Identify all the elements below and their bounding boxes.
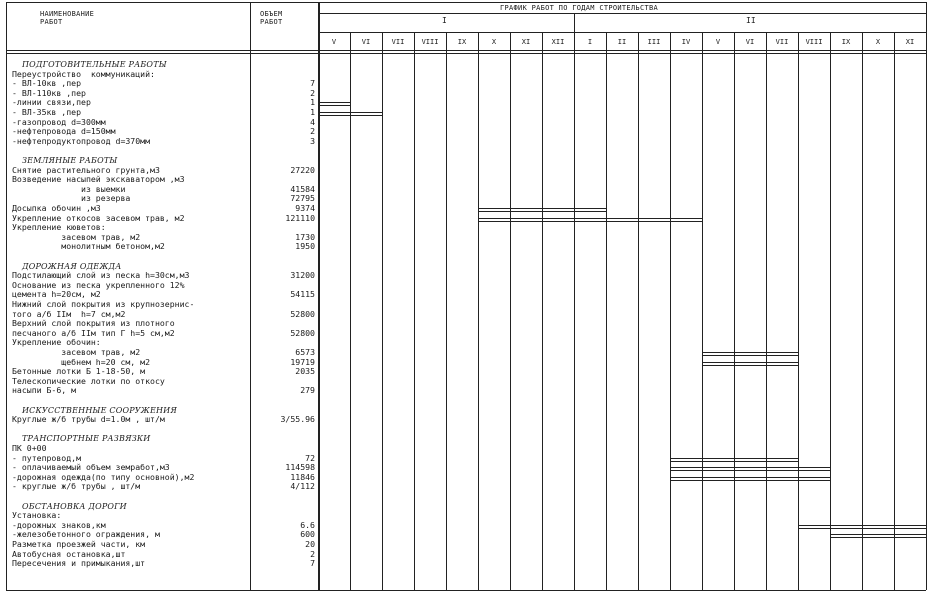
work-item-volume: 600	[300, 529, 315, 540]
work-item-volume: 31200	[290, 270, 315, 281]
month-header-4: VIII	[421, 38, 439, 46]
work-item-name: Переустройство коммуникаций:	[12, 68, 155, 79]
month-header-9: I	[587, 38, 593, 46]
work-item-volume: 2	[310, 87, 315, 98]
month-header-17: IX	[841, 38, 851, 46]
work-item-name: - круглые ж/б трубы , шт/м	[12, 481, 141, 492]
grid-line	[574, 13, 575, 590]
schedule-bar	[670, 470, 830, 471]
work-item-name: из резерва	[12, 193, 131, 204]
work-item-volume: 1730	[295, 231, 315, 242]
work-item-volume: 1	[310, 107, 315, 117]
grid-line	[510, 32, 511, 590]
work-item-volume: 6.6	[300, 519, 315, 530]
section-heading: ЗЕМЛЯНЫЕ РАБОТЫ	[22, 156, 118, 165]
work-item-name: песчаного а/б IIм тип Г h=5 см,м2	[12, 327, 175, 338]
work-item-name: - оплачиваемый объем земработ,м3	[12, 462, 170, 473]
month-header-8: XII	[551, 38, 565, 46]
work-item-name: Снятие растительного грунта,м3	[12, 164, 160, 175]
schedule-bar	[478, 221, 702, 222]
volume-column-header-line1: ОБЪЕМ	[260, 10, 283, 18]
work-item-volume: 279	[300, 385, 315, 396]
work-item-volume: 19719	[290, 356, 315, 367]
grid-line	[414, 32, 415, 590]
schedule-bar	[318, 112, 382, 113]
work-item-volume: 121110	[285, 212, 315, 223]
grid-line	[446, 32, 447, 590]
schedule-bar	[670, 477, 830, 478]
schedule-bar	[798, 528, 926, 529]
grid-line	[6, 2, 7, 590]
section-heading: ДОРОЖНАЯ ОДЕЖДА	[22, 261, 122, 271]
grid-line	[382, 32, 383, 590]
grid-line	[6, 53, 926, 54]
year-2-label: II	[746, 16, 756, 25]
month-header-19: XI	[905, 38, 915, 46]
month-header-16: VIII	[805, 38, 823, 46]
work-item-volume: 41584	[290, 183, 315, 194]
work-item-volume: 72795	[290, 193, 315, 204]
name-column-header-line1: НАИМЕНОВАНИЕ	[40, 10, 95, 18]
work-item-name: засевом трав, м2	[12, 231, 141, 242]
month-header-6: X	[491, 38, 497, 46]
work-item-volume: 7	[310, 558, 315, 569]
work-item-name: Досыпка обочин ,м3	[12, 203, 101, 213]
schedule-bar	[798, 525, 926, 526]
schedule-bar	[702, 352, 798, 353]
work-item-volume: 27220	[290, 164, 315, 175]
month-header-10: II	[617, 38, 627, 46]
work-item-volume: 2	[310, 126, 315, 137]
work-item-name: Бетонные лотки Б 1-18-50, м	[12, 366, 146, 377]
work-item-volume: 52800	[290, 327, 315, 338]
month-header-11: III	[647, 38, 661, 46]
schedule-bar	[318, 102, 350, 103]
grid-line	[318, 2, 320, 590]
grid-line	[766, 32, 767, 590]
work-item-name: Нижний слой покрытия из крупнозернис-	[12, 299, 195, 309]
work-item-name: Пересечения и примыкания,шт	[12, 558, 146, 569]
work-item-name: -нефтепровода d=150мм	[12, 126, 116, 137]
month-header-2: VI	[361, 38, 371, 46]
work-item-volume: 1	[310, 97, 315, 108]
schedule-bar	[318, 115, 382, 116]
section-heading: ПОДГОТОВИТЕЛЬНЫЕ РАБОТЫ	[22, 60, 167, 69]
month-header-18: X	[875, 38, 881, 46]
schedule-bar	[478, 211, 606, 212]
schedule-bar	[670, 458, 798, 459]
volume-column-header-line2: РАБОТ	[260, 18, 283, 26]
year-1-label: I	[442, 16, 447, 25]
work-item-name: из выемки	[12, 183, 126, 194]
work-item-volume: 114598	[285, 462, 315, 473]
schedule-bar	[830, 537, 926, 538]
work-item-name: Укрепление откосов засевом трав, м2	[12, 212, 185, 223]
work-item-volume: 54115	[290, 289, 315, 300]
work-item-volume: 4/112	[290, 481, 315, 492]
work-item-volume: 2035	[295, 366, 315, 377]
grid-line	[926, 2, 927, 590]
month-header-15: VII	[775, 38, 789, 46]
grid-line	[478, 32, 479, 590]
schedule-title: ГРАФИК РАБОТ ПО ГОДАМ СТРОИТЕЛЬСТВА	[500, 4, 659, 12]
work-item-name: Возведение насыпей экскаватором ,м3	[12, 174, 185, 185]
month-header-14: VI	[745, 38, 755, 46]
work-item-volume: 2	[310, 548, 315, 559]
work-item-name: Верхний слой покрытия из плотного	[12, 318, 175, 329]
work-item-name: Автобусная остановка,шт	[12, 548, 126, 559]
schedule-bar	[478, 218, 702, 219]
grid-line	[6, 2, 926, 3]
grid-line	[6, 50, 926, 51]
section-heading: ИСКУССТВЕННЫЕ СООРУЖЕНИЯ	[22, 405, 178, 415]
month-header-7: XI	[521, 38, 531, 46]
work-item-volume: 4	[310, 116, 315, 127]
work-item-name: - ВЛ-110кв ,пер	[12, 87, 86, 98]
schedule-bar	[702, 362, 798, 363]
work-item-volume: 7	[310, 78, 315, 89]
schedule-bar	[318, 105, 350, 106]
month-header-5: IX	[457, 38, 467, 46]
work-item-name: -газопровод d=300мм	[12, 116, 106, 127]
work-item-name: Круглые ж/б трубы d=1.0м , шт/м	[12, 414, 165, 425]
grid-line	[894, 32, 895, 590]
work-item-name: Подстилающий слой из песка h=30см,м3	[12, 270, 190, 281]
work-item-name: -дорожных знаков,км	[12, 519, 106, 530]
work-item-name: Основание из песка укрепленного 12%	[12, 279, 185, 290]
grid-line	[734, 32, 735, 590]
month-header-12: IV	[681, 38, 691, 46]
work-item-volume: 52800	[290, 308, 315, 319]
work-item-name: -железобетонного ограждения, м	[12, 529, 160, 540]
work-item-name: -нефтепродуктопровод d=370мм	[12, 135, 151, 146]
month-header-1: V	[331, 38, 337, 46]
grid-line	[670, 32, 671, 590]
work-item-volume: 11846	[290, 471, 315, 482]
section-heading: ОБСТАНОВКА ДОРОГИ	[22, 501, 127, 511]
grid-line	[830, 32, 831, 590]
work-item-name: монолитным бетоном,м2	[12, 241, 165, 252]
work-item-name: -дорожная одежда(по типу основной),м2	[12, 471, 195, 482]
work-item-name: засевом трав, м2	[12, 347, 141, 357]
grid-line	[862, 32, 863, 590]
work-item-name: -линии связи,пер	[12, 97, 91, 108]
work-item-volume: 6573	[295, 347, 315, 357]
schedule-bar	[702, 365, 798, 366]
grid-line	[798, 32, 799, 590]
work-item-name: - ВЛ-10кв ,пер	[12, 78, 82, 89]
work-item-name: щебнем h=20 см, м2	[12, 356, 151, 367]
name-column-header-line2: РАБОТ	[40, 18, 63, 26]
work-item-name: - ВЛ-35кв ,пер	[12, 107, 82, 117]
schedule-bar	[702, 355, 798, 356]
schedule-bar	[670, 480, 830, 481]
work-item-name: ПК 0+00	[12, 443, 47, 453]
work-item-name: Установка:	[12, 510, 62, 521]
schedule-bar	[670, 461, 798, 462]
grid-line	[6, 590, 926, 591]
month-header-3: VII	[391, 38, 405, 46]
grid-line	[318, 13, 926, 14]
work-item-name: насыпи Б-6, м	[12, 385, 77, 396]
schedule-bar	[478, 208, 606, 209]
grid-line	[638, 32, 639, 590]
work-item-name: того а/б IIм h=7 см,м2	[12, 308, 126, 319]
schedule-bar	[830, 534, 926, 535]
work-item-name: Укрепление кюветов:	[12, 222, 106, 233]
grid-line	[702, 32, 703, 590]
work-item-volume: 20	[305, 539, 315, 549]
work-item-name: Разметка проезжей части, км	[12, 539, 146, 549]
schedule-bar	[670, 467, 830, 468]
month-header-13: V	[715, 38, 721, 46]
grid-line	[542, 32, 543, 590]
work-item-volume: 1950	[295, 241, 315, 252]
section-heading: ТРАНСПОРТНЫЕ РАЗВЯЗКИ	[22, 434, 151, 444]
work-item-name: Укрепление обочин:	[12, 337, 101, 348]
work-item-name: цемента h=20см, м2	[12, 289, 101, 300]
work-item-name: - путепровод,м	[12, 452, 82, 463]
grid-line	[606, 32, 607, 590]
work-item-volume: 9374	[295, 203, 315, 213]
work-item-volume: 3/55.96	[280, 414, 315, 425]
grid-line	[318, 32, 926, 33]
work-item-volume: 3	[310, 135, 315, 146]
work-item-name: Телескопические лотки по откосу	[12, 375, 165, 386]
work-item-volume: 72	[305, 452, 315, 463]
